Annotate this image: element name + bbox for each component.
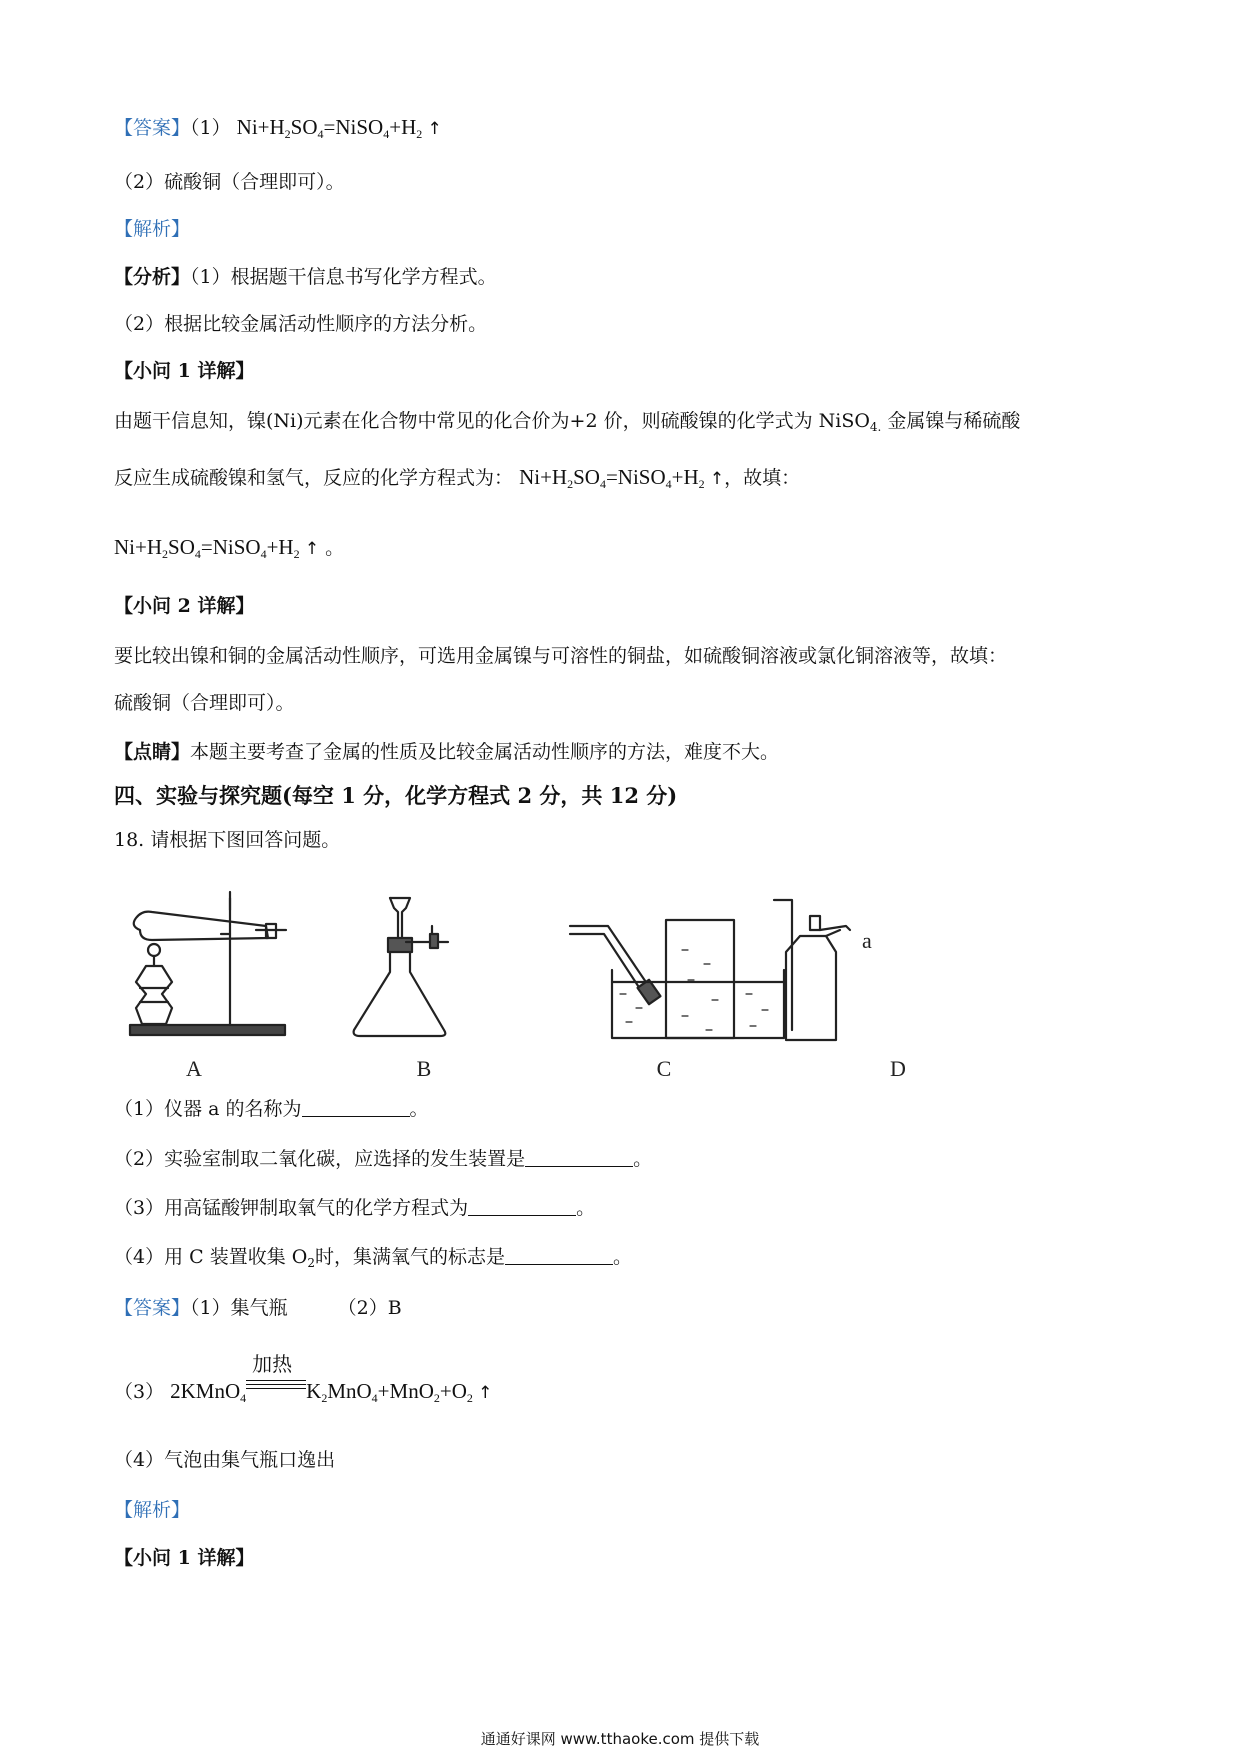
equation-nickel-sulfuric-inline: $Ni+H_2SO_4=NiSO_4+H_2$ ↑ (519, 465, 725, 491)
sub-question-1-end: 。 (409, 1098, 429, 1120)
apparatus-b (354, 898, 448, 1036)
fenxi-line (114, 263, 497, 291)
answer-1-line (114, 113, 442, 143)
sub-question-4 (114, 1243, 632, 1271)
figure-label-d: D (890, 1056, 906, 1080)
equation-nickel-sulfuric-standalone: $Ni+H_2SO_4=NiSO_4+H_2$ ↑ (114, 535, 320, 561)
sub-question-4-subscript: 2 (307, 1256, 315, 1270)
sub-question-3 (114, 1194, 595, 1222)
answer-18-3-line (114, 1352, 493, 1407)
reaction-condition: 加热 (246, 1368, 306, 1398)
figure-label-a: A (186, 1056, 202, 1080)
answer-tag: 【答案】 (114, 117, 191, 139)
fenxi-2-line: （2）根据比较金属活动性顺序的方法分析。 (114, 313, 488, 335)
dianjing-text: 本题主要考查了金属的性质及比较金属活动性顺序的方法，难度不大。 (190, 741, 780, 763)
answer-18-2: （2）B (337, 1297, 402, 1319)
sub-question-4-end: 。 (612, 1246, 632, 1268)
question-18: 18. 请根据下图回答问题。 (114, 829, 341, 851)
up-arrow-icon: ↑ (427, 119, 442, 139)
answer-blank-2[interactable] (525, 1148, 633, 1167)
apparatus-a (130, 892, 286, 1035)
equation-nickel-sulfuric: $Ni+H_2SO_4=NiSO_4+H_2$ ↑ (236, 115, 442, 141)
answer-18-4: （4）气泡由集气瓶口逸出 (114, 1449, 336, 1471)
q2-detail-tag: 【小问 2 详解】 (114, 595, 255, 617)
figure-label-b: B (416, 1056, 432, 1080)
answer-blank-1[interactable] (302, 1098, 410, 1117)
analysis-tag: 【解析】 (114, 218, 191, 240)
section-4-heading: 四、实验与探究题(每空 1 分，化学方程式 2 分，共 12 分) (114, 783, 678, 808)
dianjing-tag: 【点睛】 (114, 741, 191, 763)
q1-text-b: 反应生成硫酸镍和氢气，反应的化学方程式为： (114, 467, 514, 489)
q1-detail-tag-2: 【小问 1 详解】 (114, 1547, 255, 1569)
sub-question-2-text: （2）实验室制取二氧化碳，应选择的发生装置是 (114, 1148, 526, 1170)
up-arrow-icon: ↑ (709, 469, 725, 489)
up-arrow-icon: ↑ (478, 1383, 493, 1403)
dianjing-line (114, 738, 779, 766)
apparatus-c (570, 920, 784, 1038)
q1-text-a-end: 金属镍与稀硫酸 (881, 410, 1021, 432)
q1-equation-end: 。 (319, 537, 345, 559)
figure-label-c: C (656, 1056, 672, 1080)
apparatus-d (774, 900, 850, 1040)
answer-2-line: （2）硫酸铜（合理即可）。 (114, 171, 345, 193)
q1-text-a-sub: 4. (869, 420, 882, 434)
page-footer: 通通好课网 www.tthaoke.com 提供下载 (480, 1730, 760, 1748)
sub-question-4-mid: 时，集满氧气的标志是 (314, 1246, 505, 1268)
sub-question-3-text: （3）用高锰酸钾制取氧气的化学方程式为 (114, 1197, 469, 1219)
q2-text-line-b: 硫酸铜（合理即可）。 (114, 692, 295, 714)
figure-label-small-a: a (862, 928, 872, 953)
answer-1-label: （1） (190, 117, 231, 139)
q1-text-a: 由题干信息知，镍(Ni)元素在化合物中常见的化合价为+2 价，则硫酸镍的化学式为 NiSO (114, 410, 870, 432)
fenxi-tag: 【分析】 (114, 266, 191, 288)
sub-question-1-text: （1）仪器 a 的名称为 (114, 1098, 302, 1120)
apparatus-figure (126, 890, 966, 1080)
q1-detail-tag: 【小问 1 详解】 (114, 360, 255, 382)
sub-question-2 (114, 1145, 652, 1173)
answer-blank-4[interactable] (505, 1246, 613, 1265)
q1-text-line-a (114, 407, 1020, 435)
sub-question-4-text: （4）用 C 装置收集 O (114, 1246, 308, 1268)
q1-text-b-end: ，故填： (724, 467, 801, 489)
q2-text-line-a: 要比较出镍和铜的金属活动性顺序，可选用金属镍与可溶性的铜盐，如硫酸铜溶液或氯化铜溶液等，故填： (114, 645, 1008, 667)
q1-equation-line (114, 533, 344, 563)
sub-question-1 (114, 1095, 429, 1123)
answer-blank-3[interactable] (468, 1197, 576, 1216)
answer-18-1: （1）集气瓶 (190, 1297, 288, 1319)
sub-question-2-end: 。 (633, 1148, 653, 1170)
answer-18-3-label: （3） (114, 1381, 165, 1403)
answer-18-line (114, 1294, 402, 1322)
fenxi-text: （1）根据题干信息书写化学方程式。 (190, 266, 497, 288)
q1-text-line-b (114, 463, 800, 493)
sub-question-3-end: 。 (576, 1197, 596, 1219)
answer-18-tag: 【答案】 (114, 1297, 191, 1319)
analysis-tag-2: 【解析】 (114, 1499, 191, 1521)
up-arrow-icon: ↑ (304, 539, 320, 559)
equation-potassium-permanganate: 2KMnO$_4$ 加热 $K_2MnO_4+MnO_2+O_2$ ↑ (170, 1352, 493, 1405)
